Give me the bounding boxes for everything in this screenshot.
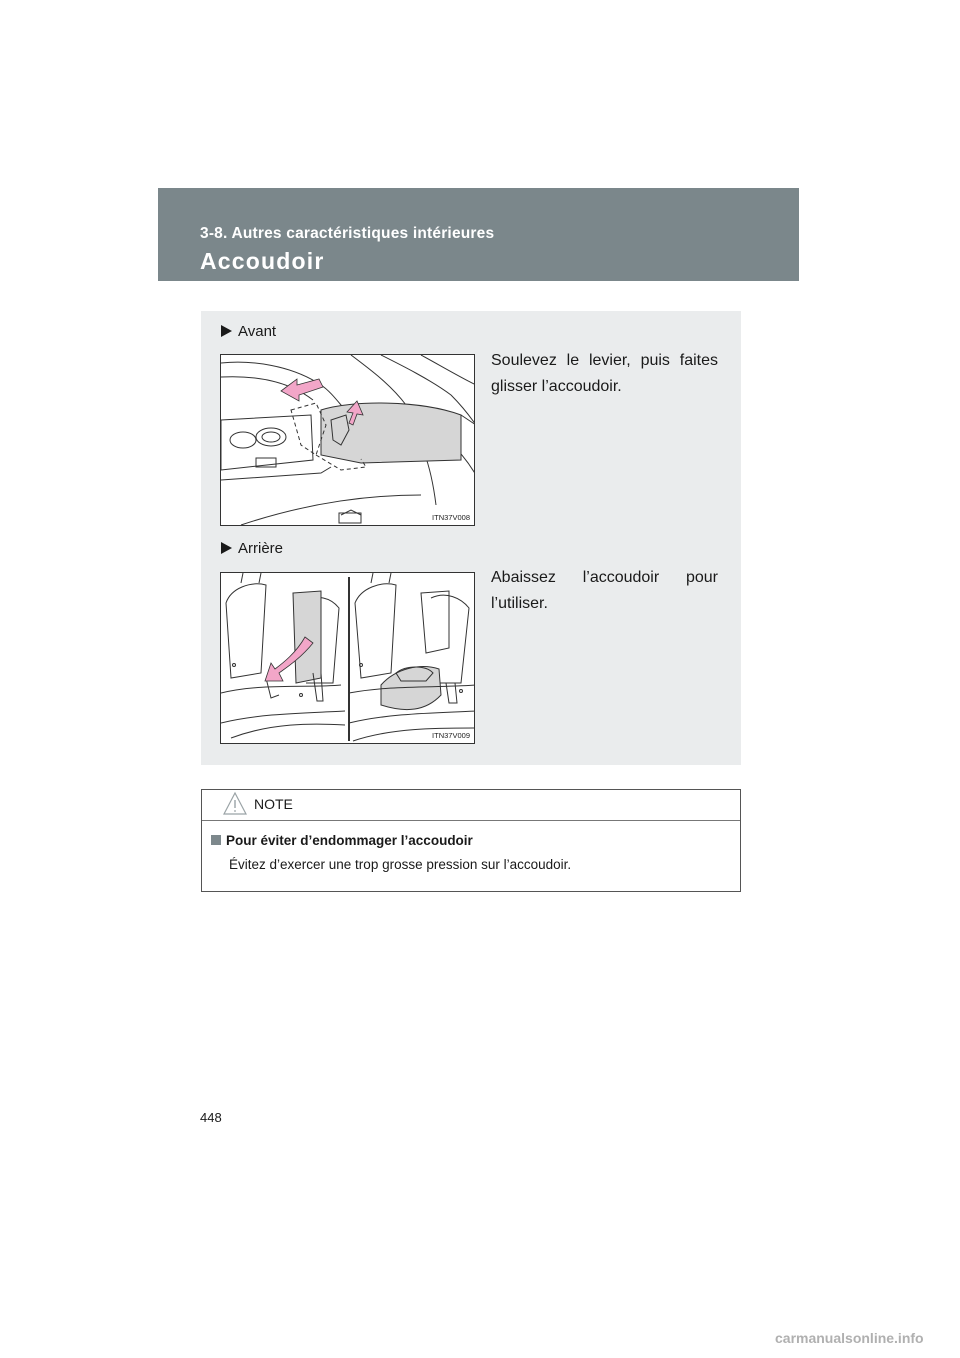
note-item-title — [211, 833, 473, 848]
rear-description-line2: l’utiliser. — [491, 595, 548, 612]
note-box — [201, 789, 741, 892]
watermark: carmanualsonline.info — [775, 1330, 924, 1346]
rear-seat-drawing — [221, 573, 475, 744]
note-item-title-text: Pour éviter d’endommager l’accoudoir — [226, 833, 473, 848]
subhead-front-label: Avant — [238, 323, 277, 340]
rear-armrest-illustration — [220, 572, 475, 744]
page-title: Accoudoir — [200, 248, 325, 274]
warning-triangle-icon — [222, 791, 248, 817]
front-figure-code: ITN37V008 — [432, 513, 470, 522]
section-label: 3-8. Autres caractéristiques intérieures — [200, 225, 495, 242]
front-description: Soulevez le levier, puis faites glisser l’accoudoir. — [491, 352, 718, 395]
subhead-rear — [221, 540, 283, 557]
chapter-header — [158, 188, 799, 281]
front-armrest-illustration — [220, 354, 475, 526]
triangle-bullet-icon — [221, 325, 232, 337]
rear-description-line1: Abaissez l’accoudoir pour — [491, 569, 718, 586]
subhead-rear-label: Arrière — [238, 540, 284, 557]
note-header — [202, 790, 740, 821]
subhead-front — [221, 323, 276, 340]
triangle-bullet-icon — [221, 542, 232, 554]
square-bullet-icon — [211, 835, 221, 845]
rear-figure-code: ITN37V009 — [432, 731, 470, 740]
page-number: 448 — [200, 1110, 222, 1125]
note-item-text: Évitez d’exercer une trop grosse pression sur l’accoudoir. — [229, 857, 572, 872]
note-label: NOTE — [254, 796, 293, 812]
front-console-drawing — [221, 355, 475, 526]
content-panel — [201, 311, 741, 765]
